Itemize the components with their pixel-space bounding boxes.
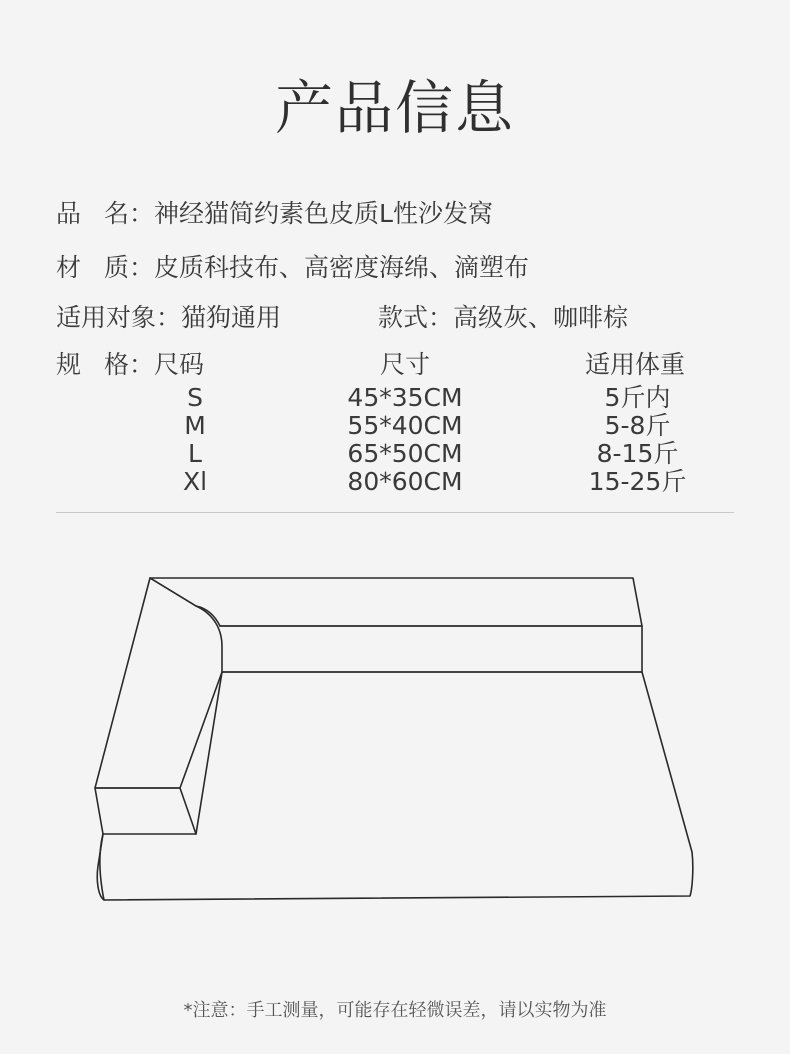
table-row [0,412,790,440]
info-row-spec [56,348,204,382]
info-style [378,301,628,335]
sofa-arm-top [95,578,222,788]
table-row [0,468,790,496]
size-col-dims-header: 尺寸 [380,350,431,379]
style-value: 高级灰、咖啡棕 [453,303,629,332]
target-value: 猫狗通用 [181,303,282,332]
size-col-weight-header: 适用体重 [585,350,686,379]
table-row [0,384,790,412]
sofa-seat [97,672,693,900]
size-code: L [188,439,202,468]
size-dims: 65*50CM [347,439,463,468]
spec-label-char-2: 格： [104,350,155,379]
material-label-char-2: 质： [104,253,155,282]
info-row-material [56,251,529,285]
sofa-arm-inner [196,672,222,834]
sofa-line-drawing [0,560,790,920]
size-dims: 80*60CM [347,467,463,496]
material-label-char-1: 材 [56,253,82,282]
size-weight: 5-8斤 [604,411,671,440]
name-value: 神经猫简约素色皮质L性沙发窝 [154,199,493,228]
size-table [0,384,790,496]
name-label-char-2: 名： [104,199,155,228]
sofa-back-top [150,578,642,626]
size-code: M [184,411,206,440]
footnote: *注意：手工测量，可能存在轻微误差，请以实物为准 [183,1000,607,1021]
page-title: 产品信息 [274,74,515,142]
size-weight: 8-15斤 [596,439,679,468]
info-row-target [56,301,281,335]
size-col-code-header: 尺码 [154,350,205,379]
style-label: 款式： [378,303,454,332]
table-row [0,440,790,468]
spec-label-char-1: 规 [56,350,82,379]
size-code: S [187,383,203,412]
size-dims: 55*40CM [347,411,463,440]
name-label-char-1: 品 [56,199,82,228]
sofa-arm-front [95,788,196,834]
size-weight: 5斤内 [604,383,671,412]
sofa-back-front [220,626,642,672]
section-divider [56,512,734,513]
size-code: Xl [182,467,208,496]
size-weight: 15-25斤 [588,467,687,496]
material-value: 皮质科技布、高密度海绵、滴塑布 [154,253,530,282]
size-dims: 45*35CM [347,383,463,412]
info-row-name [56,197,493,231]
target-label: 适用对象： [56,303,182,332]
